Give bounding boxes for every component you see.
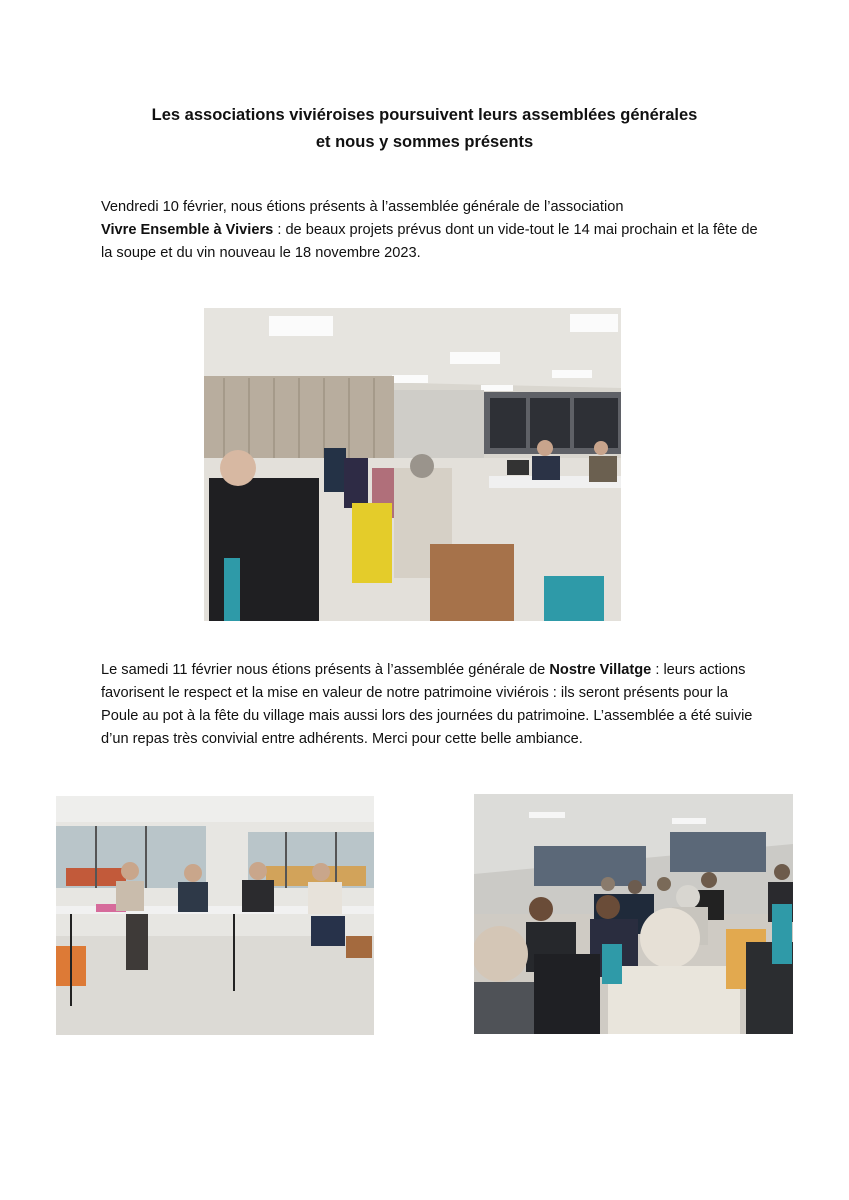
title-line-2: et nous y sommes présents: [315, 133, 534, 151]
paragraph-2-intro: Le samedi 11 février nous étions présents à l’assemblée générale de: [101, 662, 550, 678]
title-line-1: Les associations viviéroises poursuivent leurs assemblées générales: [151, 106, 698, 124]
board-table-photo: [56, 796, 374, 1035]
paragraph-1-intro: Vendredi 10 février, nous étions présents à l’assemblée générale de l’association: [101, 199, 624, 215]
paragraph-nostre-villatge: [101, 659, 761, 751]
association-name-nostre-villatge: Nostre Villatge: [549, 662, 652, 678]
paragraph-2-rest: : leurs actions favorisent le respect et la mise en valeur de notre patrimoine viviérois : ils seront présents pour la Poule au pot à la fête du village mais aussi lors des journées du patrimoine. L’assemblée a été suivie d’un repas très convivial entre adhérents. Merci pour cette belle ambiance.: [101, 662, 753, 747]
audience-photo: [474, 794, 793, 1034]
paragraph-vivre-ensemble: [101, 196, 761, 265]
meeting-room-photo: [204, 308, 621, 621]
paragraph-1-rest: : de beaux projets prévus dont un vide-tout le 14 mai prochain et la fête de la soupe et du vin nouveau le 18 novembre 2023.: [101, 222, 758, 261]
association-name-vivre-ensemble: Vivre Ensemble à Viviers: [101, 222, 274, 238]
page-title: [0, 102, 849, 156]
